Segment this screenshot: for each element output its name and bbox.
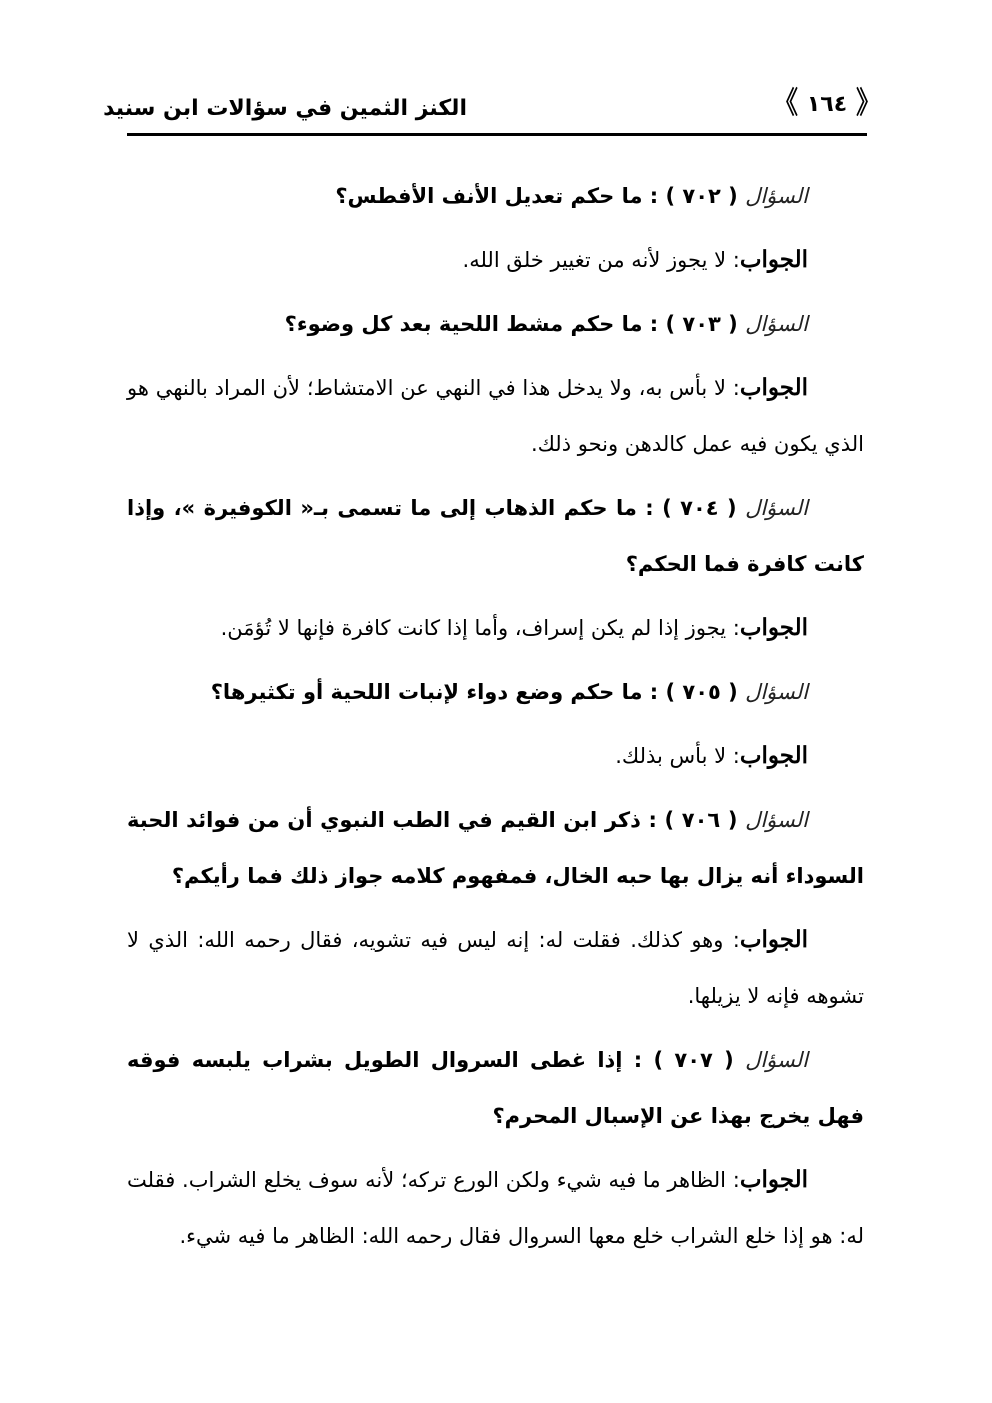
ornament-bracket-right: 》: [856, 86, 881, 121]
question-label: السؤال: [745, 808, 808, 832]
page-body: [127, 168, 864, 1272]
question-text: ( ٧٠٦ ) : ذكر ابن القيم في الطب النبوي أن من فوائد الحبة السوداء أنه يزال بها حبه الخال، فمفهوم كلامه جواز ذلك فما رأيكم؟: [127, 808, 864, 888]
question-702: [127, 168, 864, 224]
answer-text: : الظاهر ما فيه شيء ولكن الورع تركه؛ لأنه سوف يخلع الشراب. فقلت له: هو إذا خلع الشراب خلع معها السروال فقال رحمه الله: الظاهر ما فيه شيء.: [127, 1168, 864, 1248]
answer-704: [127, 600, 864, 656]
header-rule: [127, 133, 867, 136]
question-label: السؤال: [745, 312, 808, 336]
answer-text: : لا بأس به، ولا يدخل هذا في النهي عن الامتشاط؛ لأن المراد بالنهي هو الذي يكون فيه عمل كالدهن ونحو ذلك.: [127, 376, 864, 456]
answer-text: : لا بأس بذلك.: [615, 744, 740, 768]
answer-707: [127, 1152, 864, 1264]
question-707: [127, 1032, 864, 1144]
answer-text: : وهو كذلك. فقلت له: إنه ليس فيه تشويه، فقال رحمه الله: الذي لا تشوهه فإنه لا يزيلها.: [127, 928, 864, 1008]
answer-703: [127, 360, 864, 472]
answer-label: الجواب: [739, 1166, 808, 1193]
question-label: السؤال: [745, 1048, 808, 1072]
answer-text: : لا يجوز لأنه من تغيير خلق الله.: [462, 248, 740, 272]
page-number-ornament: [773, 84, 881, 124]
question-text: ( ٧٠٥ ) : ما حكم وضع دواء لإنبات اللحية أو تكثيرها؟: [210, 680, 746, 704]
question-label: السؤال: [745, 496, 808, 520]
answer-705: [127, 728, 864, 784]
question-label: السؤال: [745, 680, 808, 704]
question-703: [127, 296, 864, 352]
book-title: الكنز الثمين في سؤالات ابن سنيد: [103, 96, 467, 121]
answer-label: الجواب: [739, 926, 808, 953]
question-text: ( ٧٠٤ ) : ما حكم الذهاب إلى ما تسمى بـ« الكوفيرة »، وإذا كانت كافرة فما الحكم؟: [127, 496, 864, 576]
page-number: ١٦٤: [806, 91, 848, 117]
question-text: ( ٧٠٢ ) : ما حكم تعديل الأنف الأفطس؟: [335, 184, 746, 208]
ornament-bracket-left: 《: [773, 86, 798, 121]
answer-label: الجواب: [739, 374, 808, 401]
question-label: السؤال: [745, 184, 808, 208]
question-704: [127, 480, 864, 592]
answer-text: : يجوز إذا لم يكن إسراف، وأما إذا كانت كافرة فإنها لا تُؤمَن.: [220, 616, 740, 640]
answer-label: الجواب: [739, 614, 808, 641]
answer-label: الجواب: [739, 742, 808, 769]
answer-702: [127, 232, 864, 288]
question-text: ( ٧٠٣ ) : ما حكم مشط اللحية بعد كل وضوء؟: [284, 312, 746, 336]
question-705: [127, 664, 864, 720]
question-706: [127, 792, 864, 904]
answer-706: [127, 912, 864, 1024]
question-text: ( ٧٠٧ ) : إذا غطى السروال الطويل بشراب يلبسه فوقه فهل يخرج بهذا عن الإسبال المحرم؟: [127, 1048, 864, 1128]
page-header: [103, 84, 881, 136]
answer-label: الجواب: [739, 246, 808, 273]
